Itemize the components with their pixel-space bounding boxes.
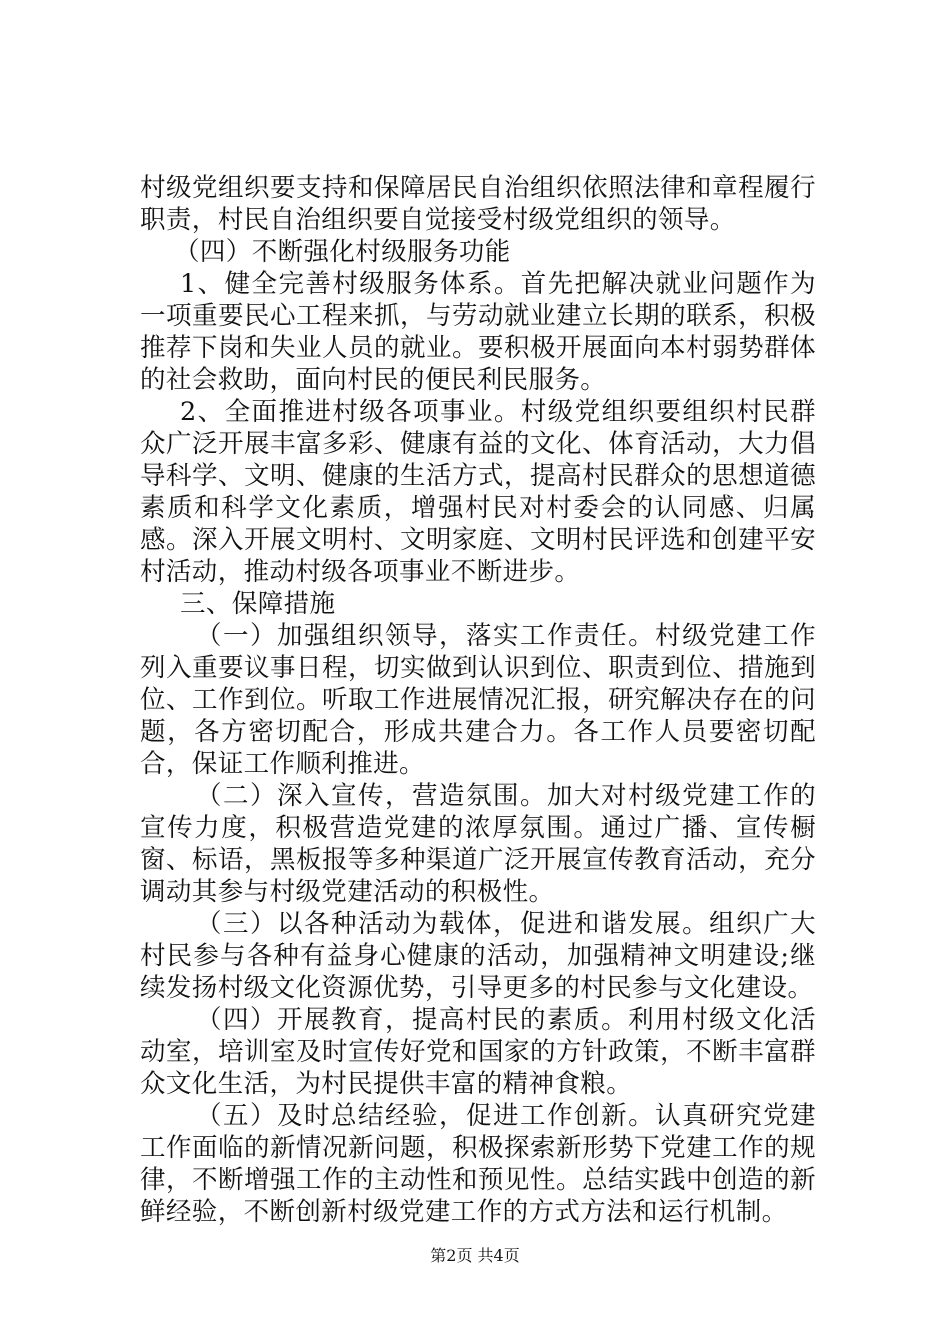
paragraph-safeguard-5: （五）及时总结经验，促进工作创新。认真研究党建工作面临的新情况新问题，积极探索新形势下党建工作的规律，不断增强工作的主动性和预见性。总结实践中创造的新鲜经验，不断创新村级党建工作的方式方法和运行机制。 bbox=[140, 1101, 816, 1227]
paragraph-service-system: 1、健全完善村级服务体系。首先把解决就业问题作为一项重要民心工程来抓，与劳动就业建立长期的联系，积极推荐下岗和失业人员的就业。要积极开展面向本村弱势群体的社会救助，面向村民的便民利民服务。 bbox=[140, 269, 816, 395]
document-body bbox=[140, 172, 816, 1228]
section-heading-safeguards: 三、保障措施 bbox=[180, 589, 336, 619]
paragraph-village-affairs: 2、全面推进村级各项事业。村级党组织要组织村民群众广泛开展丰富多彩、健康有益的文化、体育活动，大力倡导科学、文明、健康的生活方式，提高村民群众的思想道德素质和科学文化素质，增强村民对村委会的认同感、归属感。深入开展文明村、文明家庭、文明村民评选和创建平安村活动，推动村级各项事业不断进步。 bbox=[140, 397, 816, 587]
page-number-label: 第2页 共4页 bbox=[430, 1246, 520, 1265]
paragraph-safeguard-3: （三）以各种活动为载体，促进和谐发展。组织广大村民参与各种有益身心健康的活动，加强精神文明建设;继续发扬村级文化资源优势，引导更多的村民参与文化建设。 bbox=[140, 909, 816, 1003]
paragraph-safeguard-4: （四）开展教育，提高村民的素质。利用村级文化活动室，培训室及时宣传好党和国家的方针政策，不断丰富群众文化生活，为村民提供丰富的精神食粮。 bbox=[140, 1005, 816, 1099]
section-heading-service-function: （四）不断强化村级服务功能 bbox=[174, 237, 511, 267]
paragraph-safeguard-2: （二）深入宣传，营造氛围。加大对村级党建工作的宣传力度，积极营造党建的浓厚氛围。通过广播、宣传橱窗、标语，黑板报等多种渠道广泛开展宣传教育活动，充分调动其参与村级党建活动的积极性。 bbox=[140, 781, 816, 907]
paragraph-safeguard-1: （一）加强组织领导，落实工作责任。村级党建工作列入重要议事日程，切实做到认识到位、职责到位、措施到位、工作到位。听取工作进展情况汇报，研究解决存在的问题，各方密切配合，形成共建合力。各工作人员要密切配合，保证工作顺利推进。 bbox=[140, 621, 816, 779]
page-footer bbox=[0, 1246, 950, 1266]
paragraph-continuation: 村级党组织要支持和保障居民自治组织依照法律和章程履行职责，村民自治组织要自觉接受村级党组织的领导。 bbox=[140, 173, 816, 235]
